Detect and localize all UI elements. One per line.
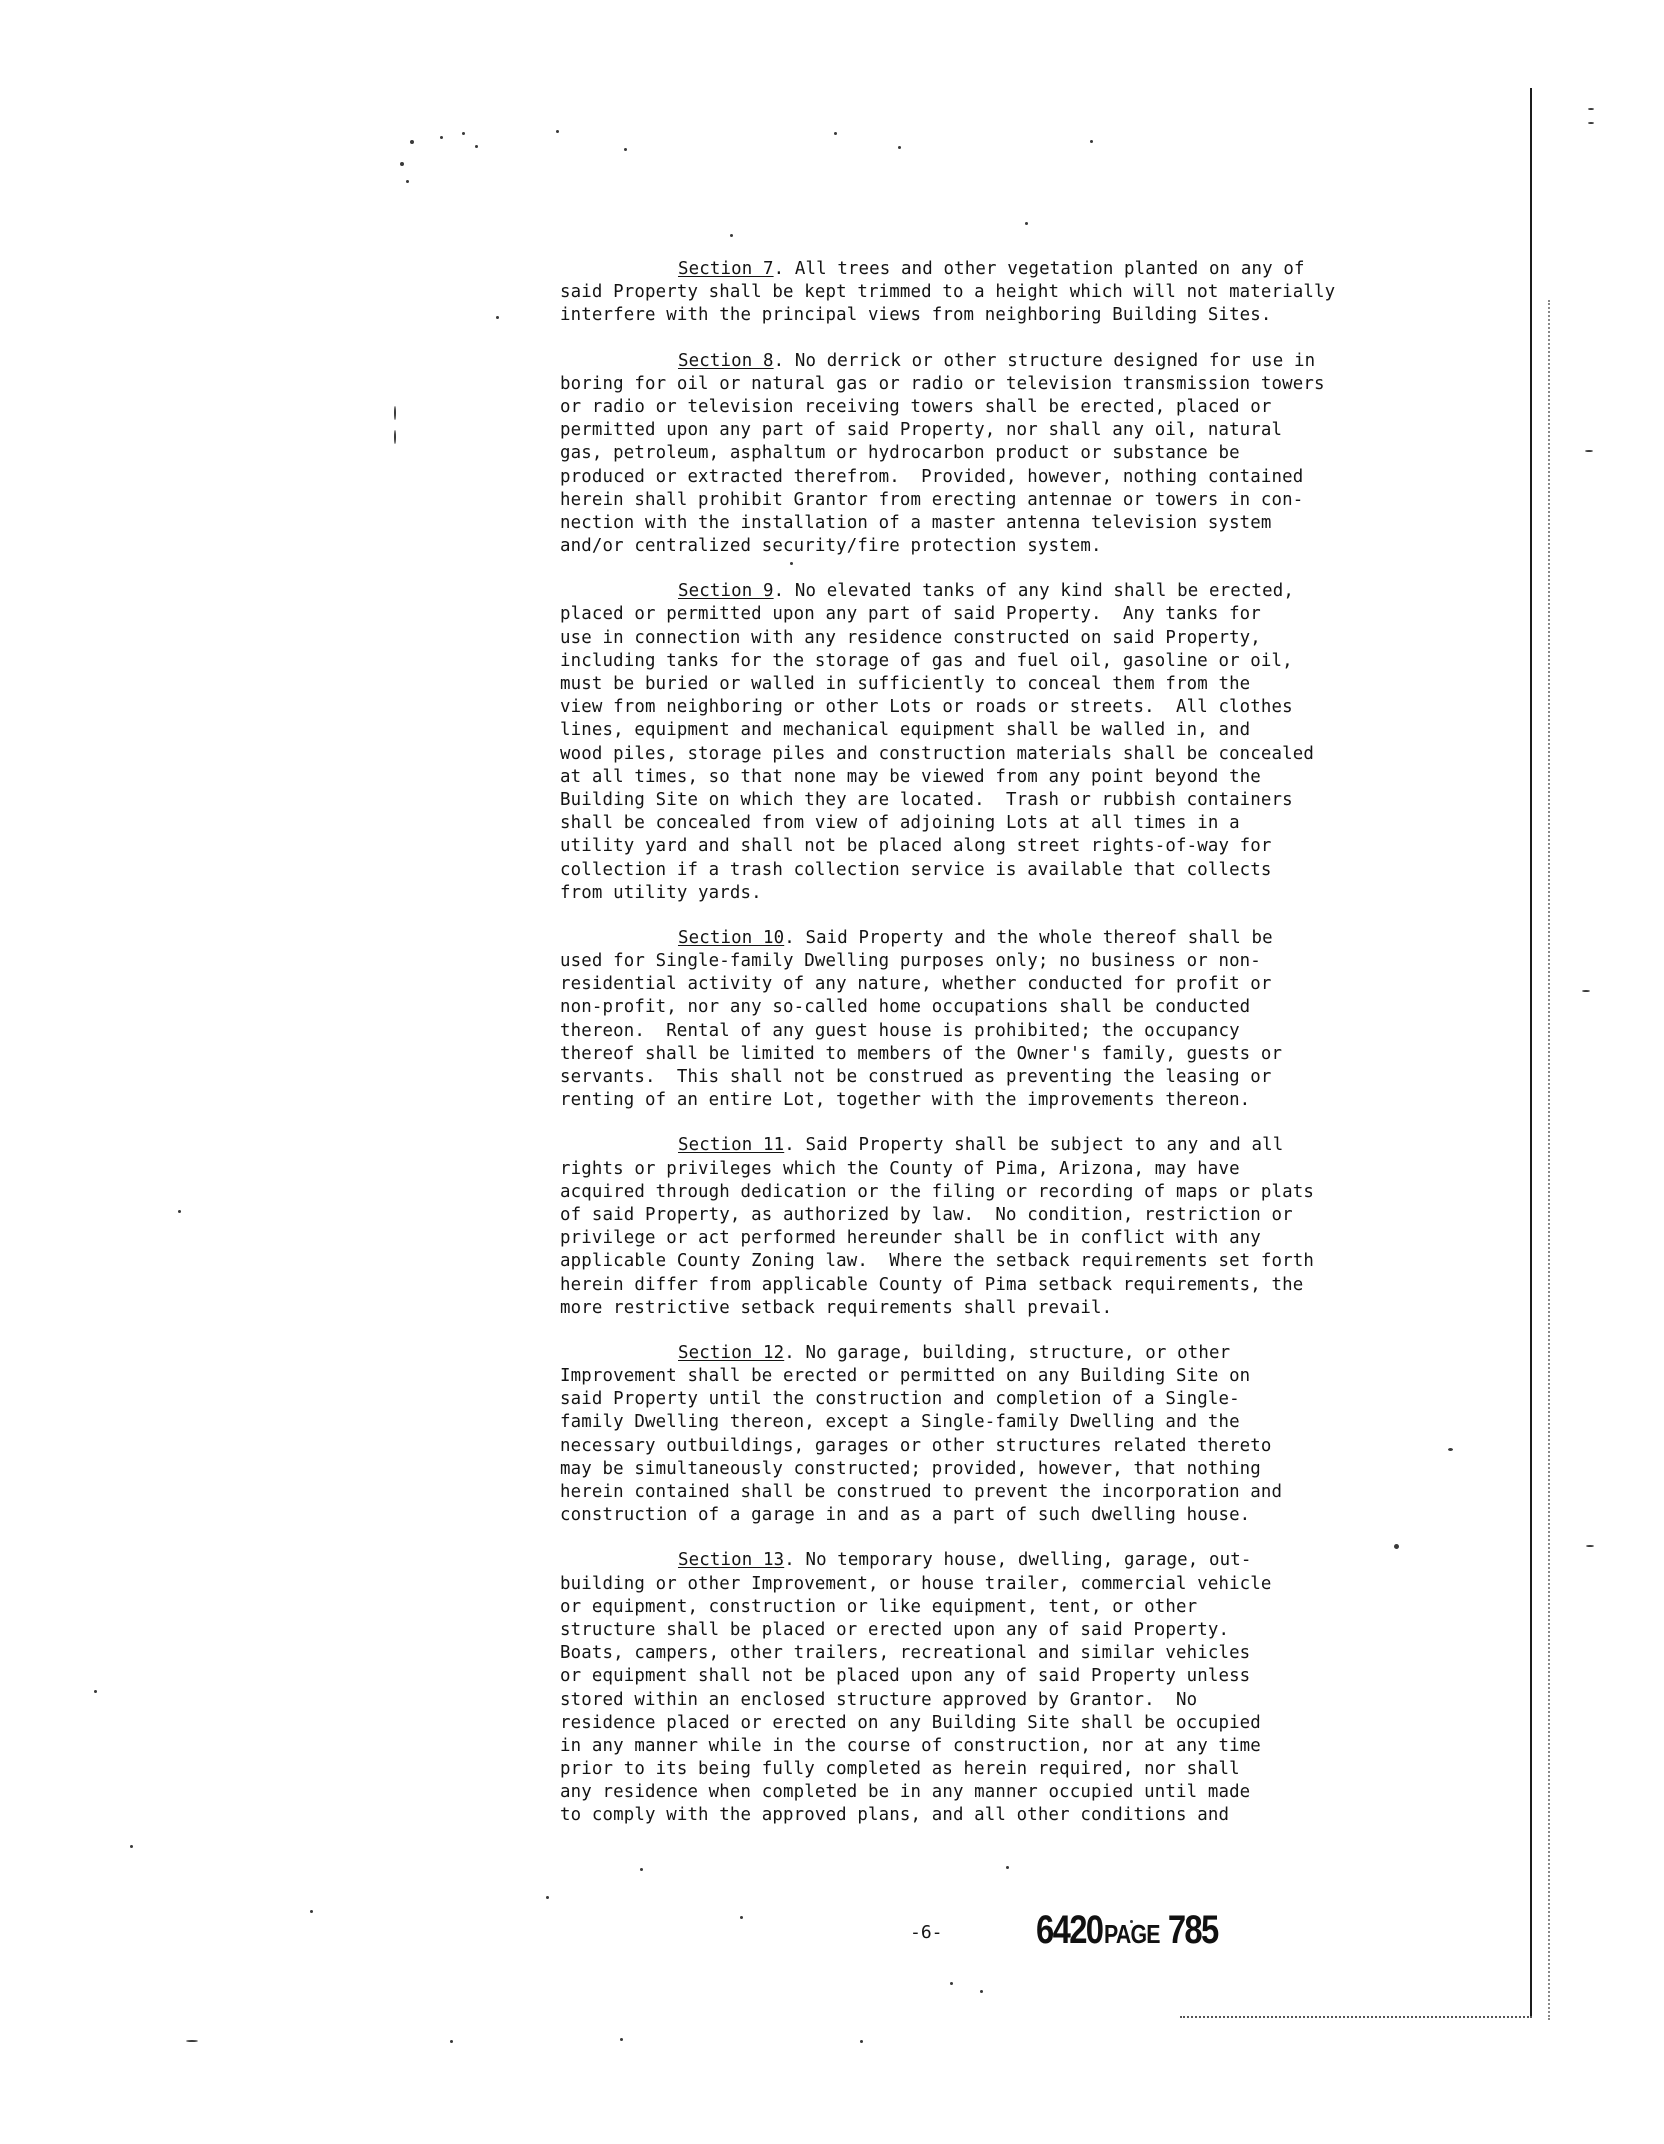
text-line: rights or privileges which the County of Pima, Arizona, may have	[560, 1158, 1240, 1179]
text-line: . No garage, building, structure, or other	[784, 1342, 1231, 1363]
text-line: or radio or television receiving towers shall be erected, placed or	[560, 396, 1272, 417]
text-line: acquired through dedication or the filing or recording of maps or plats	[560, 1181, 1315, 1202]
text-line: thereon. Rental of any guest house is prohibited; the occupancy	[560, 1020, 1240, 1041]
text-line: boring for oil or natural gas or radio or television transmission towers	[560, 373, 1325, 394]
text-line: herein differ from applicable County of Pima setback requirements, the	[560, 1274, 1304, 1295]
text-line: nection with the installation of a master antenna television system	[560, 512, 1272, 533]
text-line: more restrictive setback requirements shall prevail.	[560, 1297, 1113, 1318]
text-line: interfere with the principal views from neighboring Building Sites.	[560, 305, 1272, 326]
text-line: structure shall be placed or erected upon any of said Property.	[560, 1619, 1230, 1640]
text-line: Improvement shall be erected or permitted on any Building Site on	[560, 1366, 1251, 1387]
text-line: family Dwelling thereon, except a Single-family Dwelling and the	[560, 1412, 1240, 1433]
text-line: gas, petroleum, asphaltum or hydrocarbon product or substance be	[560, 443, 1240, 464]
text-line: collection if a trash collection service is available that collects	[560, 859, 1272, 880]
page-number: -6-	[910, 1922, 943, 1943]
text-line: said Property until the construction and completion of a Single-	[560, 1389, 1240, 1410]
page-bottom-edge	[1180, 2016, 1532, 2018]
text-line: Building Site on which they are located. Trash or rubbish containers	[560, 789, 1293, 810]
text-line: of said Property, as authorized by law. No condition, restriction or	[560, 1204, 1293, 1225]
text-line: said Property shall be kept trimmed to a height which will not materially	[560, 282, 1336, 303]
text-line: renting of an entire Lot, together with the improvements thereon.	[560, 1090, 1251, 1111]
text-line: herein shall prohibit Grantor from erecting antennae or towers in con-	[560, 489, 1304, 510]
section-8	[560, 350, 1440, 559]
section-12	[560, 1342, 1440, 1528]
text-line: herein contained shall be construed to prevent the incorporation and	[560, 1482, 1283, 1502]
section-heading: Section 13	[678, 1550, 785, 1571]
document-body	[560, 258, 1440, 1850]
stamp-page-number: 785	[1167, 1908, 1218, 1952]
scan-edge-dots	[1548, 300, 1554, 2020]
text-line: shall be concealed from view of adjoining Lots at all times in a	[560, 813, 1240, 834]
text-line: in any manner while in the course of construction, nor at any time	[560, 1735, 1261, 1756]
page-edge-line	[1530, 88, 1532, 2018]
text-line: residential activity of any nature, whether conducted for profit or	[560, 974, 1272, 995]
text-line: to comply with the approved plans, and all other conditions and	[560, 1805, 1230, 1826]
section-heading: Section 10	[678, 927, 785, 948]
text-line: placed or permitted upon any part of said Property. Any tanks for	[560, 604, 1261, 625]
text-line: . No elevated tanks of any kind shall be erected,	[773, 581, 1294, 602]
section-7	[560, 258, 1440, 328]
text-line: Boats, campers, other trailers, recreational and similar vehicles	[560, 1643, 1251, 1664]
text-line: must be buried or walled in sufficiently to conceal them from the	[560, 674, 1251, 694]
text-line: including tanks for the storage of gas and fuel oil, gasoline or oil,	[560, 650, 1293, 671]
text-line: construction of a garage in and as a part of such dwelling house.	[560, 1505, 1251, 1526]
text-line: or equipment shall not be placed upon any of said Property unless	[560, 1666, 1251, 1687]
text-line: use in connection with any residence constructed on said Property,	[560, 627, 1261, 648]
text-line: at all times, so that none may be viewed from any point beyond the	[560, 766, 1261, 787]
text-line: non-profit, nor any so-called home occupations shall be conducted	[560, 997, 1251, 1018]
text-line: from utility yards.	[560, 882, 762, 903]
text-line: view from neighboring or other Lots or roads or streets. All clothes	[560, 697, 1293, 718]
text-line: utility yard and shall not be placed along street rights-of-way for	[560, 836, 1272, 857]
text-line: lines, equipment and mechanical equipment shall be walled in, and	[560, 720, 1251, 741]
section-11	[560, 1134, 1440, 1320]
text-line: servants. This shall not be construed as preventing the leasing or	[560, 1067, 1272, 1087]
text-line: . Said Property and the whole thereof shall be	[784, 927, 1273, 948]
text-line: may be simultaneously constructed; provided, however, that nothing	[560, 1458, 1261, 1479]
text-line: wood piles, storage piles and construction materials shall be concealed	[560, 743, 1315, 764]
book-number: 6420	[1036, 1908, 1103, 1952]
text-line: and/or centralized security/fire protection system.	[560, 536, 1102, 557]
text-line: prior to its being fully completed as herein required, nor shall	[560, 1759, 1240, 1780]
text-line: residence placed or erected on any Building Site shall be occupied	[560, 1712, 1261, 1733]
text-line: used for Single-family Dwelling purposes only; no business or non-	[560, 951, 1261, 972]
recording-stamp	[1036, 1908, 1218, 1953]
text-line: . Said Property shall be subject to any and all	[784, 1135, 1284, 1156]
section-heading: Section 7	[678, 259, 774, 279]
text-line: . All trees and other vegetation planted on any of	[773, 259, 1305, 279]
text-line: privilege or act performed hereunder shall be in conflict with any	[560, 1228, 1261, 1249]
section-heading: Section 8	[678, 350, 774, 371]
text-line: applicable County Zoning law. Where the setback requirements set forth	[560, 1251, 1315, 1272]
section-13	[560, 1549, 1440, 1827]
text-line: any residence when completed be in any manner occupied until made	[560, 1782, 1251, 1803]
section-heading: Section 9	[678, 581, 774, 602]
text-line: or equipment, construction or like equipment, tent, or other	[560, 1596, 1198, 1617]
text-line: building or other Improvement, or house trailer, commercial vehicle	[560, 1573, 1272, 1594]
text-line: . No derrick or other structure designed for use in	[773, 350, 1316, 371]
section-heading: Section 12	[678, 1342, 785, 1363]
page-label: PAGE	[1104, 1919, 1160, 1949]
text-line: stored within an enclosed structure approved by Grantor. No	[560, 1689, 1198, 1710]
text-line: produced or extracted therefrom. Provided, however, nothing contained	[560, 466, 1304, 487]
text-line: . No temporary house, dwelling, garage, out-	[784, 1550, 1252, 1571]
section-heading: Section 11	[678, 1135, 785, 1156]
text-line: necessary outbuildings, garages or other structures related thereto	[560, 1435, 1272, 1456]
text-line: permitted upon any part of said Property, nor shall any oil, natural	[560, 420, 1283, 441]
section-9	[560, 580, 1440, 905]
section-10	[560, 927, 1440, 1113]
text-line: thereof shall be limited to members of the Owner's family, guests or	[560, 1043, 1283, 1064]
